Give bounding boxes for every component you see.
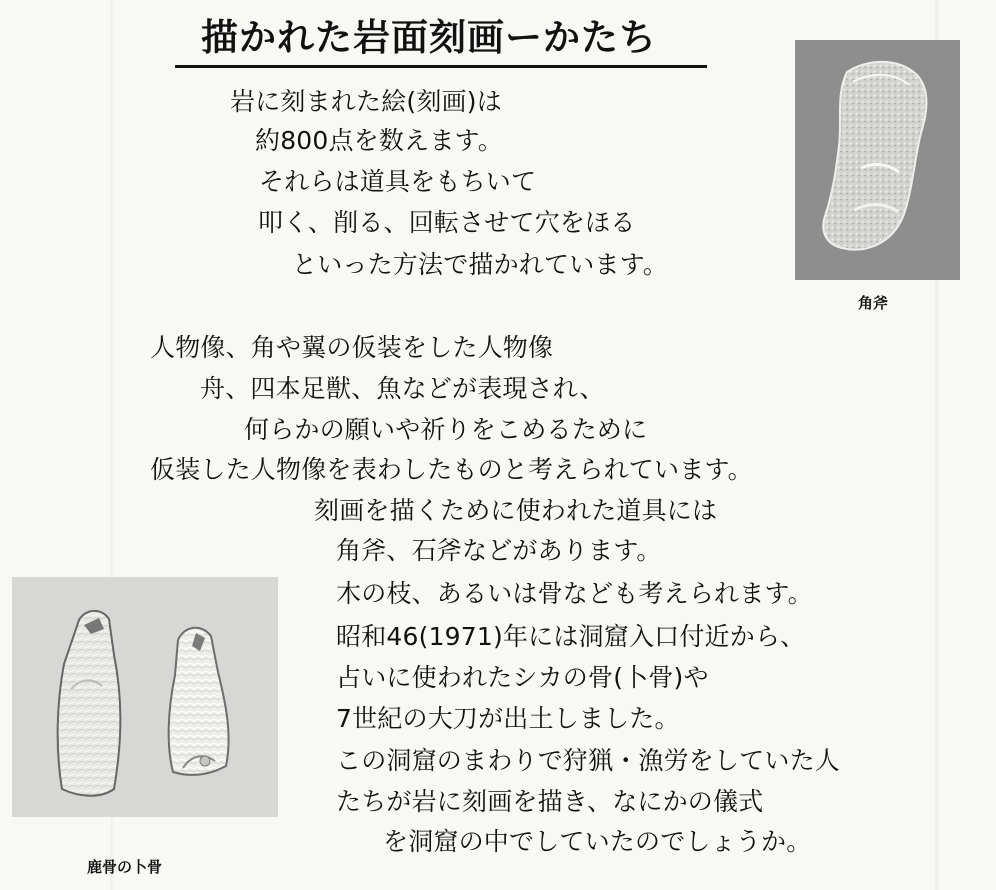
paragraph2-line-4: 仮装した人物像を表わしたものと考えられています。 — [150, 455, 753, 484]
paragraph3-line-5: 占いに使われたシカの骨(卜骨)や — [336, 663, 709, 692]
paragraph2-line-1: 人物像、角や翼の仮装をした人物像 — [150, 333, 554, 362]
paragraph1-line-3: それらは道具をもちいて — [259, 167, 537, 196]
deer-bone-photo — [12, 577, 278, 817]
antler-axe-caption: 角斧 — [858, 294, 889, 312]
paragraph3-line-8: たちが岩に刻画を描き、なにかの儀式 — [336, 787, 764, 816]
paragraph1-line-2: 約800点を数えます。 — [255, 126, 503, 155]
deer-bone-caption: 鹿骨の卜骨 — [87, 858, 163, 876]
paragraph3-line-7: この洞窟のまわりで狩猟・漁労をしていた人 — [336, 746, 841, 775]
paragraph3-line-9: を洞窟の中でしていたのでしょうか。 — [383, 827, 812, 856]
paragraph2-line-3: 何らかの願いや祈りをこめるために — [244, 415, 648, 444]
paragraph1-line-5: といった方法で描かれています。 — [292, 250, 669, 279]
paragraph3-line-1: 刻画を描くために使われた道具には — [314, 496, 718, 525]
paragraph1-line-1: 岩に刻まれた絵(刻画)は — [230, 87, 502, 116]
paragraph3-line-3: 木の枝、あるいは骨なども考えられます。 — [336, 579, 813, 608]
paragraph3-line-2: 角斧、石斧などがあります。 — [336, 536, 662, 565]
antler-axe-photo — [795, 40, 960, 280]
paragraph3-line-6: 7世紀の大刀が出土しました。 — [336, 704, 680, 733]
paragraph3-line-4: 昭和46(1971)年には洞窟入口付近から、 — [336, 622, 806, 651]
document-title: 描かれた岩面刻画ーかたち — [175, 14, 707, 68]
paragraph1-line-4: 叩く、削る、回転させて穴をほる — [258, 208, 636, 237]
paragraph2-line-2: 舟、四本足獣、魚などが表現され、 — [200, 374, 605, 403]
